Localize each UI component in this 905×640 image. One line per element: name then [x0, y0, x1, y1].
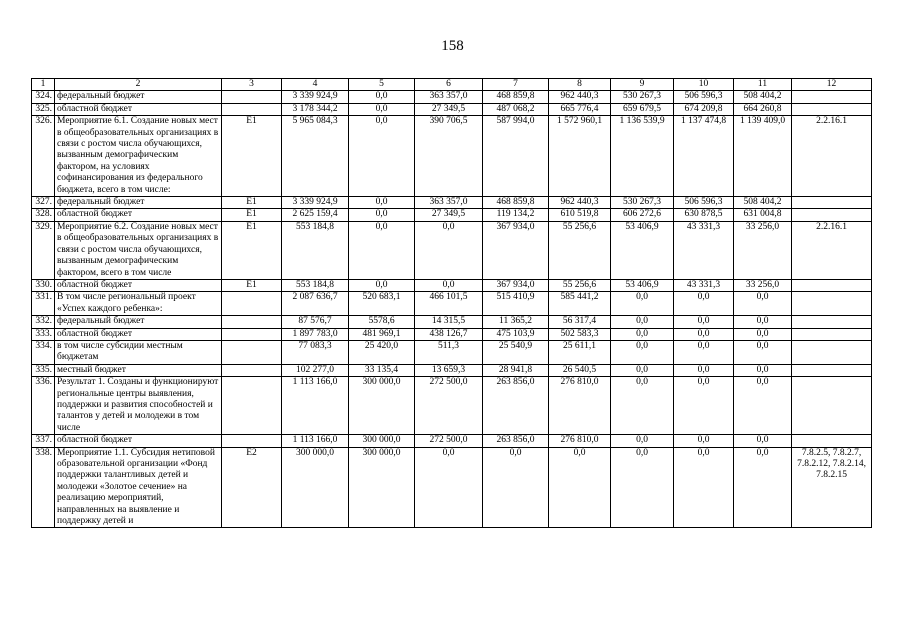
amount-cell: 0,0 [349, 103, 415, 115]
amount-cell: 481 969,1 [349, 328, 415, 340]
column-header: 8 [549, 79, 611, 91]
amount-cell: 0,0 [674, 292, 734, 316]
table-row [32, 221, 872, 279]
amount-cell: 25 611,1 [549, 340, 611, 364]
row-reference [792, 197, 872, 209]
row-description: федеральный бюджет [55, 316, 222, 328]
amount-cell: 0,0 [611, 292, 674, 316]
row-description: областной бюджет [55, 279, 222, 291]
amount-cell: 520 683,1 [349, 292, 415, 316]
row-description: Результат 1. Созданы и функционируют региональные центры выявления, поддержки и развития способностей и талантов у детей и молодежи в том числе [55, 377, 222, 435]
amount-cell: 0,0 [674, 340, 734, 364]
amount-cell: 1 113 166,0 [282, 377, 349, 435]
amount-cell: 0,0 [674, 364, 734, 376]
table-row [32, 447, 872, 528]
amount-cell: 1 136 539,9 [611, 116, 674, 197]
row-number: 332. [32, 316, 55, 328]
amount-cell: 511,3 [415, 340, 483, 364]
amount-cell: 0,0 [734, 316, 792, 328]
amount-cell: 0,0 [349, 116, 415, 197]
amount-cell: 53 406,9 [611, 221, 674, 279]
row-number: 338. [32, 447, 55, 528]
amount-cell: 553 184,8 [282, 221, 349, 279]
amount-cell: 13 659,3 [415, 364, 483, 376]
amount-cell: 508 404,2 [734, 91, 792, 103]
amount-cell: 77 083,3 [282, 340, 349, 364]
amount-cell: 0,0 [483, 447, 549, 528]
amount-cell: 508 404,2 [734, 197, 792, 209]
page-number: 158 [441, 38, 464, 54]
column-header: 4 [282, 79, 349, 91]
amount-cell: 674 209,8 [674, 103, 734, 115]
amount-cell: 1 113 166,0 [282, 435, 349, 447]
amount-cell: 33 135,4 [349, 364, 415, 376]
amount-cell: 1 897 783,0 [282, 328, 349, 340]
row-reference [792, 209, 872, 221]
row-reference: 2.2.16.1 [792, 116, 872, 197]
amount-cell: 515 410,9 [483, 292, 549, 316]
row-description: Мероприятие 6.1. Создание новых мест в общеобразовательных организациях в связи с ростом числа обучающихся, вызванным демографическим фактором, на условиях софинансирования из федерального бюджета, всего в том числе: [55, 116, 222, 197]
amount-cell: 0,0 [734, 377, 792, 435]
amount-cell: 33 256,0 [734, 279, 792, 291]
amount-cell: 3 178 344,2 [282, 103, 349, 115]
table-row [32, 116, 872, 197]
row-description: областной бюджет [55, 328, 222, 340]
amount-cell: 3 339 924,9 [282, 197, 349, 209]
row-description: областной бюджет [55, 209, 222, 221]
column-header: 2 [55, 79, 222, 91]
row-reference [792, 316, 872, 328]
amount-cell: 468 859,8 [483, 91, 549, 103]
row-number: 336. [32, 377, 55, 435]
row-number: 329. [32, 221, 55, 279]
amount-cell: 367 934,0 [483, 279, 549, 291]
amount-cell: 1 137 474,8 [674, 116, 734, 197]
row-code: E1 [222, 279, 282, 291]
row-description: Мероприятие 1.1. Субсидия нетиповой образовательной организации «Фонд поддержки талантливых детей и молодежи «Золотое сечение» на реализацию мероприятий, направленных на выявление и поддержку детей и [55, 447, 222, 528]
column-header: 5 [349, 79, 415, 91]
row-code: E1 [222, 116, 282, 197]
amount-cell: 0,0 [611, 316, 674, 328]
amount-cell: 502 583,3 [549, 328, 611, 340]
amount-cell: 363 357,0 [415, 197, 483, 209]
row-code [222, 316, 282, 328]
row-description: федеральный бюджет [55, 91, 222, 103]
amount-cell: 0,0 [674, 447, 734, 528]
row-description: областной бюджет [55, 435, 222, 447]
budget-table [31, 78, 872, 528]
row-code [222, 364, 282, 376]
row-code [222, 377, 282, 435]
amount-cell: 0,0 [415, 447, 483, 528]
amount-cell: 606 272,6 [611, 209, 674, 221]
amount-cell: 2 625 159,4 [282, 209, 349, 221]
row-code: E1 [222, 221, 282, 279]
amount-cell: 0,0 [349, 91, 415, 103]
amount-cell: 0,0 [349, 279, 415, 291]
amount-cell: 962 440,3 [549, 91, 611, 103]
row-code: E1 [222, 197, 282, 209]
row-reference [792, 103, 872, 115]
amount-cell: 0,0 [674, 377, 734, 435]
amount-cell: 1 139 409,0 [734, 116, 792, 197]
amount-cell: 0,0 [734, 340, 792, 364]
amount-cell: 0,0 [611, 377, 674, 435]
amount-cell: 0,0 [611, 447, 674, 528]
amount-cell: 585 441,2 [549, 292, 611, 316]
row-description: областной бюджет [55, 103, 222, 115]
amount-cell: 0,0 [734, 435, 792, 447]
amount-cell: 468 859,8 [483, 197, 549, 209]
amount-cell: 43 331,3 [674, 279, 734, 291]
row-number: 324. [32, 91, 55, 103]
row-number: 327. [32, 197, 55, 209]
row-code [222, 91, 282, 103]
row-reference [792, 340, 872, 364]
row-reference [792, 435, 872, 447]
column-header: 7 [483, 79, 549, 91]
amount-cell: 506 596,3 [674, 91, 734, 103]
row-number: 333. [32, 328, 55, 340]
amount-cell: 272 500,0 [415, 377, 483, 435]
amount-cell: 587 994,0 [483, 116, 549, 197]
amount-cell: 363 357,0 [415, 91, 483, 103]
row-reference [792, 292, 872, 316]
amount-cell: 5 965 084,3 [282, 116, 349, 197]
amount-cell: 487 068,2 [483, 103, 549, 115]
row-description: Мероприятие 6.2. Создание новых мест в общеобразовательных организациях в связи с ростом числа обучающихся, вызванным демографическим фактором, всего в том числе [55, 221, 222, 279]
amount-cell: 631 004,8 [734, 209, 792, 221]
row-description: в том числе субсидии местным бюджетам [55, 340, 222, 364]
table-header-row [32, 79, 872, 91]
table-row [32, 103, 872, 115]
row-description: федеральный бюджет [55, 197, 222, 209]
column-header: 11 [734, 79, 792, 91]
amount-cell: 0,0 [611, 364, 674, 376]
table-row [32, 197, 872, 209]
amount-cell: 553 184,8 [282, 279, 349, 291]
amount-cell: 11 365,2 [483, 316, 549, 328]
amount-cell: 276 810,0 [549, 435, 611, 447]
row-reference [792, 328, 872, 340]
row-number: 326. [32, 116, 55, 197]
row-reference [792, 377, 872, 435]
amount-cell: 0,0 [349, 221, 415, 279]
amount-cell: 33 256,0 [734, 221, 792, 279]
amount-cell: 3 339 924,9 [282, 91, 349, 103]
amount-cell: 0,0 [349, 197, 415, 209]
column-header: 1 [32, 79, 55, 91]
column-header: 9 [611, 79, 674, 91]
amount-cell: 55 256,6 [549, 279, 611, 291]
table-row [32, 435, 872, 447]
amount-cell: 0,0 [734, 364, 792, 376]
row-code [222, 292, 282, 316]
row-number: 335. [32, 364, 55, 376]
column-header: 12 [792, 79, 872, 91]
amount-cell: 272 500,0 [415, 435, 483, 447]
amount-cell: 610 519,8 [549, 209, 611, 221]
row-number: 331. [32, 292, 55, 316]
amount-cell: 43 331,3 [674, 221, 734, 279]
amount-cell: 0,0 [674, 328, 734, 340]
amount-cell: 0,0 [611, 435, 674, 447]
amount-cell: 300 000,0 [282, 447, 349, 528]
amount-cell: 0,0 [734, 447, 792, 528]
amount-cell: 0,0 [349, 209, 415, 221]
amount-cell: 0,0 [674, 316, 734, 328]
amount-cell: 119 134,2 [483, 209, 549, 221]
amount-cell: 102 277,0 [282, 364, 349, 376]
amount-cell: 0,0 [549, 447, 611, 528]
row-code [222, 340, 282, 364]
amount-cell: 300 000,0 [349, 447, 415, 528]
row-code [222, 103, 282, 115]
amount-cell: 55 256,6 [549, 221, 611, 279]
amount-cell: 27 349,5 [415, 209, 483, 221]
amount-cell: 25 420,0 [349, 340, 415, 364]
amount-cell: 0,0 [415, 221, 483, 279]
table-row [32, 292, 872, 316]
row-code: E1 [222, 209, 282, 221]
table-row [32, 328, 872, 340]
amount-cell: 962 440,3 [549, 197, 611, 209]
row-reference [792, 91, 872, 103]
row-number: 330. [32, 279, 55, 291]
row-code [222, 435, 282, 447]
amount-cell: 14 315,5 [415, 316, 483, 328]
amount-cell: 0,0 [734, 292, 792, 316]
amount-cell: 276 810,0 [549, 377, 611, 435]
row-number: 334. [32, 340, 55, 364]
column-header: 10 [674, 79, 734, 91]
amount-cell: 2 087 636,7 [282, 292, 349, 316]
row-number: 337. [32, 435, 55, 447]
table-row [32, 340, 872, 364]
amount-cell: 390 706,5 [415, 116, 483, 197]
amount-cell: 5578,6 [349, 316, 415, 328]
amount-cell: 27 349,5 [415, 103, 483, 115]
amount-cell: 87 576,7 [282, 316, 349, 328]
amount-cell: 475 103,9 [483, 328, 549, 340]
amount-cell: 300 000,0 [349, 377, 415, 435]
amount-cell: 0,0 [611, 328, 674, 340]
amount-cell: 659 679,5 [611, 103, 674, 115]
table-row [32, 364, 872, 376]
table-row [32, 91, 872, 103]
amount-cell: 53 406,9 [611, 279, 674, 291]
amount-cell: 0,0 [674, 435, 734, 447]
amount-cell: 28 941,8 [483, 364, 549, 376]
table-row [32, 209, 872, 221]
amount-cell: 25 540,9 [483, 340, 549, 364]
amount-cell: 665 776,4 [549, 103, 611, 115]
row-reference [792, 364, 872, 376]
row-code [222, 328, 282, 340]
amount-cell: 506 596,3 [674, 197, 734, 209]
amount-cell: 466 101,5 [415, 292, 483, 316]
table-row [32, 377, 872, 435]
amount-cell: 56 317,4 [549, 316, 611, 328]
amount-cell: 367 934,0 [483, 221, 549, 279]
row-number: 328. [32, 209, 55, 221]
amount-cell: 26 540,5 [549, 364, 611, 376]
amount-cell: 263 856,0 [483, 377, 549, 435]
column-header: 6 [415, 79, 483, 91]
row-code: E2 [222, 447, 282, 528]
amount-cell: 263 856,0 [483, 435, 549, 447]
row-description: местный бюджет [55, 364, 222, 376]
row-reference [792, 279, 872, 291]
amount-cell: 438 126,7 [415, 328, 483, 340]
amount-cell: 0,0 [734, 328, 792, 340]
page-crop-edge [0, 598, 905, 640]
row-description: В том числе региональный проект «Успех каждого ребенка»: [55, 292, 222, 316]
table-row [32, 279, 872, 291]
column-header: 3 [222, 79, 282, 91]
row-reference: 2.2.16.1 [792, 221, 872, 279]
amount-cell: 630 878,5 [674, 209, 734, 221]
amount-cell: 300 000,0 [349, 435, 415, 447]
amount-cell: 664 260,8 [734, 103, 792, 115]
amount-cell: 530 267,3 [611, 197, 674, 209]
row-number: 325. [32, 103, 55, 115]
amount-cell: 530 267,3 [611, 91, 674, 103]
amount-cell: 0,0 [611, 340, 674, 364]
row-reference: 7.8.2.5, 7.8.2.7, 7.8.2.12, 7.8.2.14, 7.8.2.15 [792, 447, 872, 528]
amount-cell: 1 572 960,1 [549, 116, 611, 197]
table-row [32, 316, 872, 328]
amount-cell: 0,0 [415, 279, 483, 291]
